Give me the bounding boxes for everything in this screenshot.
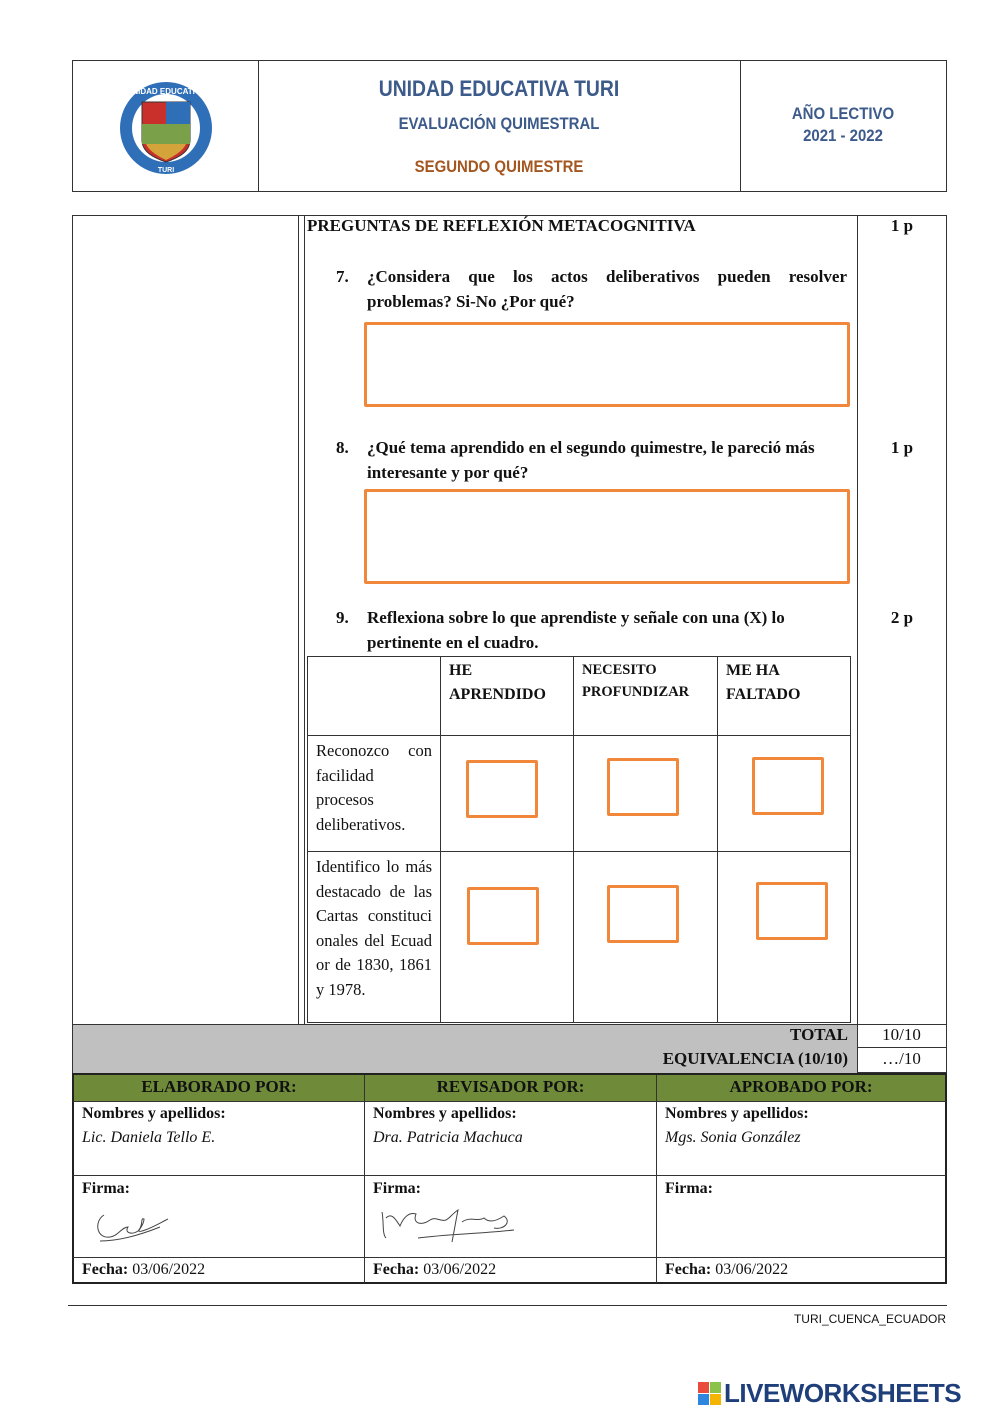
- equivalence-label: EQUIVALENCIA (10/10): [662, 1049, 848, 1068]
- checkbox-row1-profundizar[interactable]: [607, 758, 679, 816]
- total-label: TOTAL: [790, 1025, 848, 1044]
- checkbox-row2-aprendido[interactable]: [467, 887, 539, 945]
- names-label: Nombres y apellidos:: [82, 1105, 226, 1122]
- footer-location: TURI_CUENCA_ECUADOR: [793, 1312, 946, 1326]
- names-label: Nombres y apellidos:: [373, 1105, 517, 1122]
- revisado-name: Dra. Patricia Machuca: [373, 1129, 523, 1146]
- footer-divider: [68, 1305, 947, 1306]
- question-9-points: 2 p: [890, 608, 914, 627]
- firma-label: Firma:: [373, 1180, 421, 1197]
- fecha-label: Fecha:: [665, 1261, 712, 1278]
- fecha-value: 03/06/2022: [423, 1261, 497, 1278]
- school-name: UNIDAD EDUCATIVA TURI: [378, 76, 620, 101]
- total-value: 10/10: [882, 1025, 921, 1044]
- grid-row-label: Identifico lo más destacado de las Cartas constitucionales del Ecuador de 1830, 1861 y 1978.: [307, 851, 441, 1023]
- fecha-value: 03/06/2022: [715, 1261, 789, 1278]
- checkbox-row2-faltado[interactable]: [756, 882, 828, 940]
- liveworksheets-icon: [698, 1382, 721, 1405]
- question-number: 7.: [336, 267, 349, 286]
- evaluation-title: EVALUACIÓN QUIMESTRAL: [398, 114, 600, 133]
- elaborado-name: Lic. Daniela Tello E.: [82, 1129, 216, 1146]
- grid-header: ME HA FALTADO: [717, 656, 851, 736]
- grid-corner: [307, 656, 441, 736]
- school-logo: [118, 80, 214, 181]
- names-label: Nombres y apellidos:: [665, 1105, 809, 1122]
- question-9-text: Reflexiona sobre lo que aprendiste y señale con una (X) lo pertinente en el cuadro.: [367, 608, 785, 652]
- equivalence-value: …/10: [882, 1049, 921, 1068]
- signature-image: [378, 1198, 528, 1252]
- question-7-answer-input[interactable]: [364, 322, 850, 407]
- year-label: AÑO LECTIVO: [791, 104, 895, 123]
- term-title: SEGUNDO QUIMESTRE: [414, 157, 584, 176]
- question-8-points: 1 p: [890, 438, 914, 457]
- firma-label: Firma:: [82, 1180, 130, 1197]
- section-title: PREGUNTAS DE REFLEXIÓN METACOGNITIVA: [307, 216, 696, 235]
- question-number: 9.: [336, 608, 349, 627]
- fecha-value: 03/06/2022: [132, 1261, 206, 1278]
- liveworksheets-brand: LIVEWORKSHEETS: [724, 1378, 962, 1408]
- aprobado-header: APROBADO POR:: [657, 1075, 945, 1101]
- year-value: 2021 - 2022: [803, 126, 883, 145]
- question-8-text: ¿Qué tema aprendido en el segundo quimestre, le pareció más interesante y por qué?: [367, 438, 815, 482]
- grid-header: NECESITO PROFUNDIZAR: [573, 656, 718, 736]
- elaborado-header: ELABORADO POR:: [74, 1075, 364, 1101]
- question-7-text: ¿Considera que los actos deliberativos pueden resolver problemas? Si-No ¿Por qué?: [367, 267, 847, 311]
- checkbox-row2-profundizar[interactable]: [607, 885, 679, 943]
- checkbox-row1-faltado[interactable]: [752, 757, 824, 815]
- signature-image: [90, 1205, 170, 1247]
- fecha-label: Fecha:: [373, 1261, 420, 1278]
- grid-header: HE APRENDIDO: [440, 656, 574, 736]
- question-8-answer-input[interactable]: [364, 489, 850, 584]
- checkbox-row1-aprendido[interactable]: [466, 760, 538, 818]
- aprobado-name: Mgs. Sonia González: [665, 1129, 801, 1146]
- question-number: 8.: [336, 438, 349, 457]
- firma-label: Firma:: [665, 1180, 713, 1197]
- liveworksheets-logo[interactable]: [698, 1378, 961, 1409]
- svg-text:TURI: TURI: [157, 167, 175, 174]
- revisado-header: REVISADOR POR:: [365, 1075, 656, 1101]
- svg-text:UNIDAD EDUCATIVA: UNIDAD EDUCATIVA: [126, 87, 206, 96]
- section-points: 1 p: [890, 216, 914, 235]
- grid-row-label: Reconozco con facilidad procesos deliberativos.: [307, 735, 441, 852]
- fecha-label: Fecha:: [82, 1261, 129, 1278]
